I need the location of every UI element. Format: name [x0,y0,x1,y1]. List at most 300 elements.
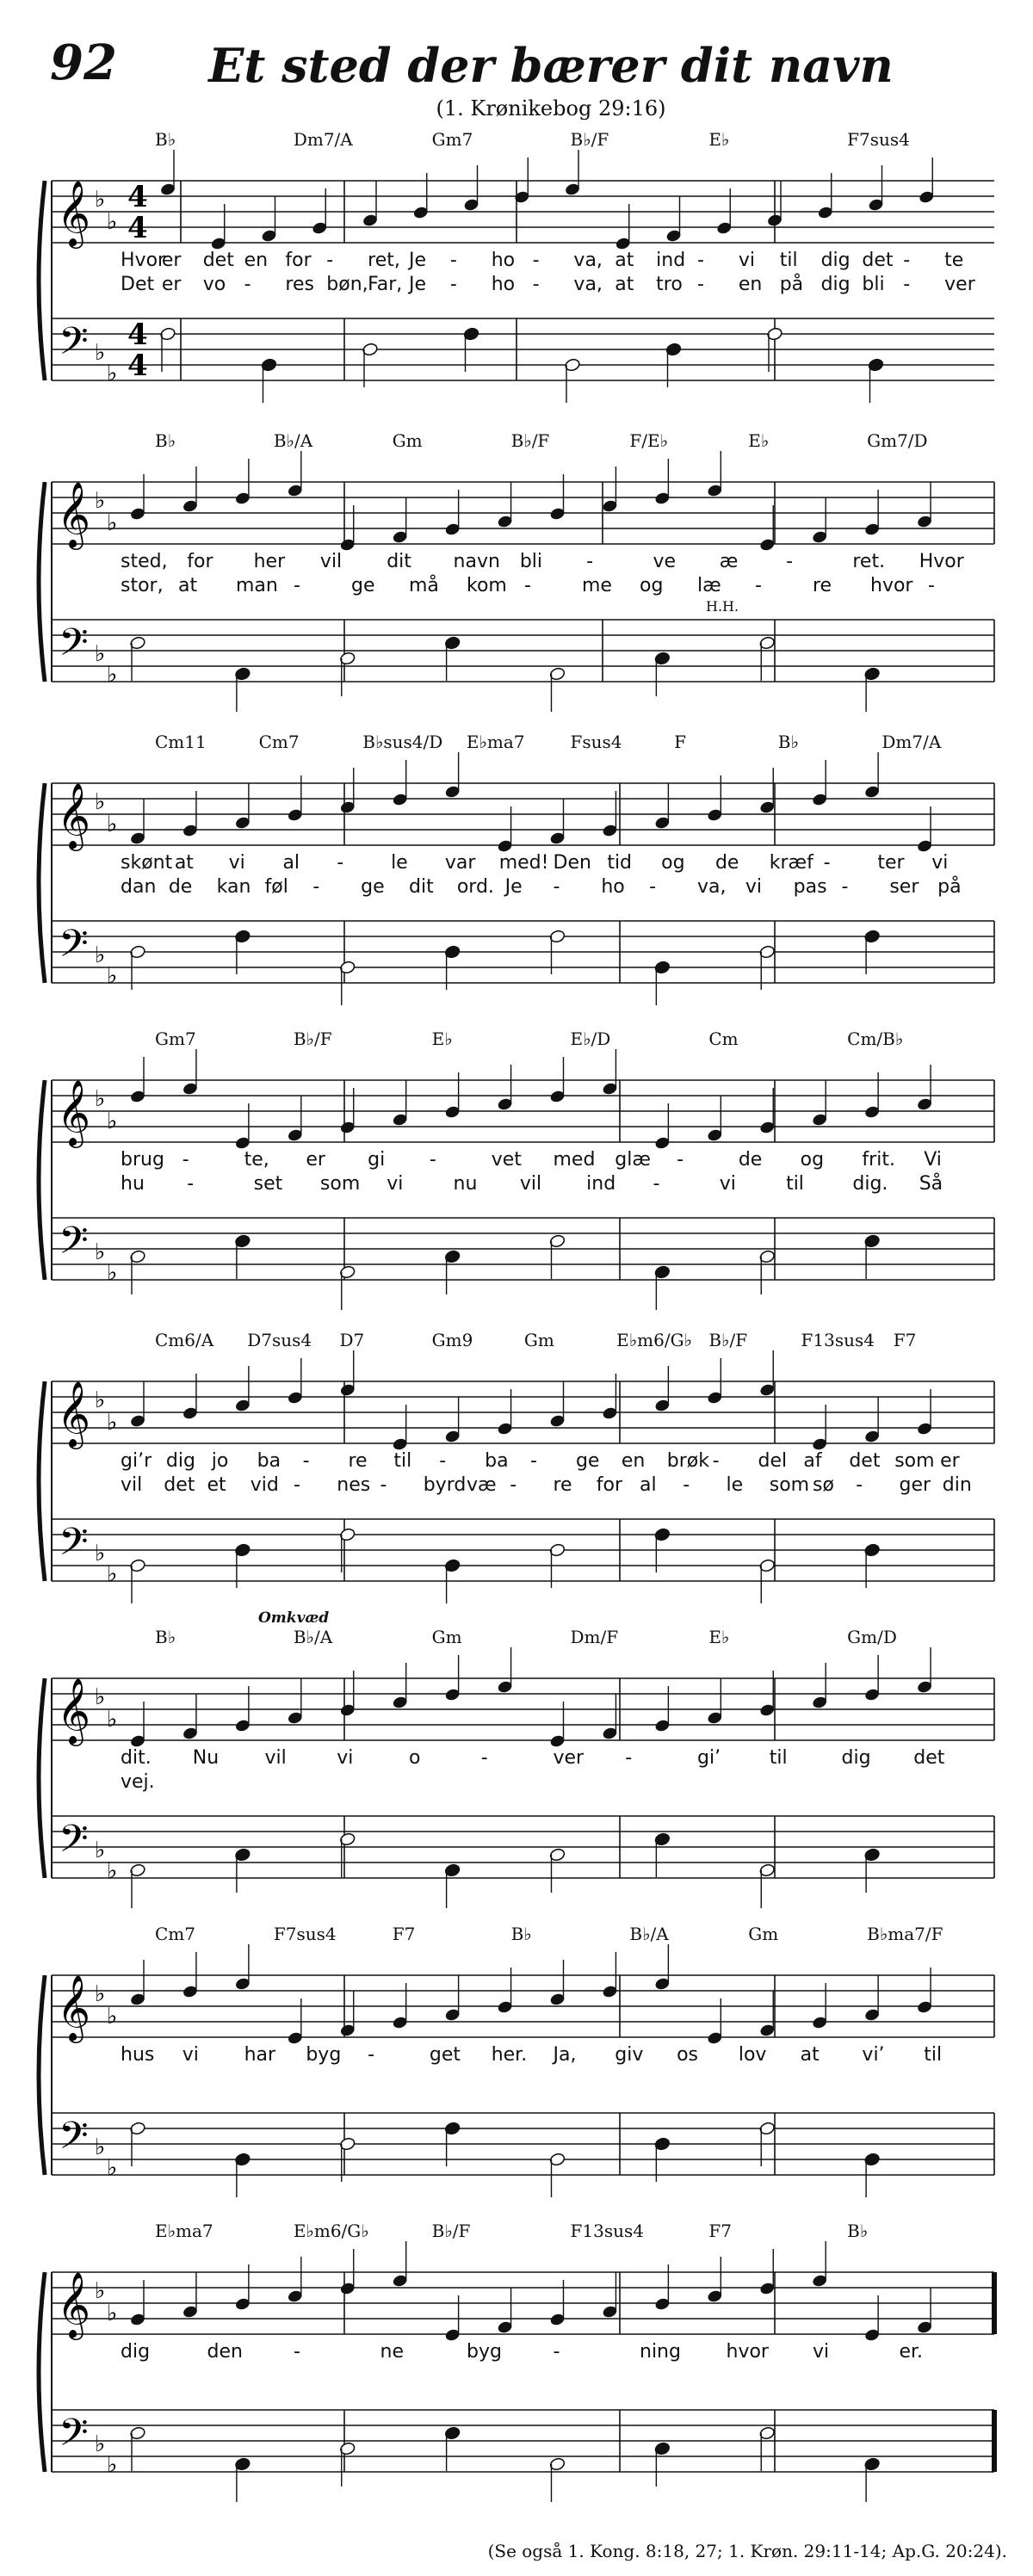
lyric-syllable: os [677,2044,698,2066]
chord-symbol: Gm [523,1330,554,1350]
lyric-syllable: vi [387,1173,404,1195]
verse-2-lyrics [0,876,1033,900]
hymn-number: 92 [50,34,117,91]
chord-symbol: Gm7 [431,129,473,150]
chord-symbol: B♭ [510,1924,532,1944]
verse-1-lyrics [0,1747,1033,1771]
verse-2-lyrics [0,274,1033,298]
chord-symbol: E♭ [708,1627,730,1647]
chord-symbol: Gm [392,430,423,451]
lyric-syllable: gi [368,1149,386,1171]
lyric-syllable: ne [380,2341,404,2363]
lyric-syllable: stor, [121,575,164,596]
lyric-syllable: nu [453,1173,478,1195]
lyric-syllable: med! [498,852,549,874]
lyric-syllable: lov [738,2044,767,2066]
lyric-syllable: al [282,852,300,874]
annotation: H.H. [706,598,739,615]
lyric-syllable: - [524,575,531,596]
lyric-syllable: Je [409,274,427,295]
lyric-syllable: dig [841,1747,871,1769]
svg-text:♭: ♭ [95,1838,106,1863]
lyric-syllable: - [449,274,457,295]
lyric-syllable: ver [944,274,975,295]
lyric-syllable: var [444,852,476,874]
chord-symbol: B♭sus4/D [362,732,443,752]
chord-symbol: Gm7 [155,1029,196,1049]
lyric-syllable: ning [640,2341,681,2363]
lyric-syllable: - [553,2341,560,2363]
chord-symbol: Gm/D [847,1627,897,1647]
chord-symbol: D7sus4 [247,1330,312,1350]
svg-text:♭: ♭ [95,2431,106,2457]
lyric-syllable: - [903,274,911,295]
lyric-syllable: vi [813,2341,830,2363]
chord-symbol: Dm7/A [881,732,942,752]
lyric-syllable: er. [899,2341,924,2363]
lyric-syllable: Je [409,250,427,271]
lyric-syllable: - [586,551,594,572]
chord-symbol: B♭/F [708,1330,748,1350]
lyric-syllable: - [302,1450,310,1472]
lyric-syllable: ho [491,250,516,271]
lyric-syllable: - [326,250,334,271]
lyric-syllable: - [187,1173,195,1195]
verse-1-lyrics [0,852,1033,876]
lyric-syllable: vi [337,1747,354,1769]
svg-text:♭: ♭ [95,942,106,968]
system-7 [0,1915,1033,2208]
svg-text:♭: ♭ [95,488,106,514]
lyric-syllable: - [294,1474,300,1496]
lyric-syllable: den [207,2341,243,2363]
system-4 [0,1020,1033,1313]
svg-text:4: 4 [127,349,148,383]
chord-symbol: B♭ma7/F [867,1924,943,1944]
lyric-syllable: - [823,852,831,874]
system-2 [0,422,1033,714]
lyric-syllable: re [553,1474,572,1496]
chord-symbol: E♭m6/G♭ [293,2221,369,2241]
lyric-syllable: er [940,1450,960,1472]
lyric-syllable: en [621,1450,646,1472]
lyric-syllable: byrd [423,1474,467,1496]
svg-text:𝄞: 𝄞 [57,2271,91,2338]
svg-text:𝄢: 𝄢 [59,2113,89,2167]
lyric-syllable: - [755,575,762,596]
svg-text:𝄞: 𝄞 [57,1079,91,1146]
lyric-syllable: må [409,575,439,596]
lyric-syllable: - [429,1149,436,1171]
svg-text:♭: ♭ [107,2301,118,2326]
lyric-syllable: til [924,2044,943,2066]
lyric-syllable: - [439,1450,447,1472]
svg-text:♭: ♭ [95,187,106,213]
lyric-syllable: - [683,1474,690,1496]
svg-text:𝄞: 𝄞 [57,180,91,246]
lyric-syllable: Nu [192,1747,220,1769]
lyric-syllable: ve [653,551,677,572]
chord-symbol: Dm7/A [293,129,353,150]
lyric-syllable: - [449,250,457,271]
lyric-syllable: vet [491,1149,522,1171]
chord-symbol: B♭/A [293,1627,333,1647]
chord-symbol: F13sus4 [801,1330,875,1350]
svg-text:♭: ♭ [107,2452,118,2478]
lyric-syllable: Den [553,852,591,874]
lyric-syllable: jo [211,1450,229,1472]
lyric-syllable: har [244,2044,276,2066]
svg-text:♭: ♭ [107,963,118,989]
lyric-syllable: tro [656,274,683,295]
lyric-syllable: væ [467,1474,497,1496]
lyric-syllable: er [161,250,182,271]
lyric-syllable: re [813,575,832,596]
lyric-syllable: vi [931,852,949,874]
chord-symbol: D7 [339,1330,365,1350]
lyric-syllable: dit. [121,1747,152,1769]
lyric-syllable: Vi [924,1149,942,1171]
lyric-syllable: ba [257,1450,281,1472]
lyric-syllable: et [207,1474,226,1496]
lyric-syllable: o [409,1747,421,1769]
lyric-syllable: med [553,1149,596,1171]
svg-text:𝄢: 𝄢 [59,1519,89,1573]
verse-1-lyrics [0,2044,1033,2068]
lyric-syllable: brug [121,1149,164,1171]
chord-symbol: F7sus4 [273,1924,337,1944]
lyric-syllable: føl [264,876,288,898]
lyric-syllable: dig [121,2341,151,2363]
lyric-syllable: al [640,1474,657,1496]
lyric-syllable: af [803,1450,822,1472]
lyric-syllable: for [285,250,312,271]
lyric-syllable: på [937,876,962,898]
lyric-syllable: dan [121,876,157,898]
lyric-syllable: Hvor [121,250,166,271]
lyric-syllable: - [312,876,320,898]
lyric-syllable: - [244,274,251,295]
svg-text:♭: ♭ [95,1239,106,1265]
lyric-syllable: - [480,1747,488,1769]
lyric-syllable: ret. [852,551,886,572]
svg-text:𝄢: 𝄢 [59,2410,89,2464]
lyric-syllable: er [161,274,182,295]
lyric-syllable: ret, [368,250,400,271]
lyric-syllable: vi [228,852,245,874]
footnote: (Se også 1. Kong. 8:18, 27; 1. Krøn. 29:11-14; Ap.G. 20:24). [487,2541,1007,2561]
verse-1-lyrics [0,1450,1033,1474]
lyric-syllable: til [779,250,798,271]
lyric-syllable: te [944,250,964,271]
svg-text:♭: ♭ [95,1086,106,1112]
chord-symbol: E♭ [708,129,730,150]
lyric-syllable: ind [656,250,686,271]
scripture-reference: (1. Krønikebog 29:16) [436,96,666,120]
lyric-syllable: kom [467,575,507,596]
lyric-syllable: at [615,250,634,271]
lyric-syllable: va, [697,876,727,898]
svg-text:𝄢: 𝄢 [59,1218,89,1272]
svg-text:𝄢: 𝄢 [59,1816,89,1870]
chord-symbol: B♭ [777,732,799,752]
lyric-syllable: Hvor [919,551,964,572]
lyric-syllable: at [800,2044,820,2066]
svg-text:♭: ♭ [107,361,118,386]
chord-symbol: B♭ [155,129,176,150]
lyric-syllable: Ja, [553,2044,577,2066]
lyric-syllable: byg [467,2341,502,2363]
lyric-syllable: frit. [862,1149,895,1171]
lyric-syllable: bli [519,551,543,572]
lyric-syllable: en [738,274,763,295]
chord-symbol: B♭/F [431,2221,471,2241]
lyric-syllable: vil [121,1474,143,1496]
lyric-syllable: set [253,1173,283,1195]
lyric-syllable: - [510,1474,517,1496]
lyric-syllable: ho [491,274,516,295]
lyric-syllable: - [294,2341,300,2363]
lyric-syllable: kræf [769,852,813,874]
lyric-syllable: for [596,1474,622,1496]
svg-text:♭: ♭ [95,1387,106,1413]
lyric-syllable: din [942,1474,972,1496]
lyric-syllable: le [391,852,408,874]
verse-2-lyrics [0,1771,1033,1795]
lyric-syllable: Så [919,1173,943,1195]
lyric-syllable: bli [862,274,885,295]
lyric-syllable: nes [337,1474,371,1496]
lyric-syllable: ver [553,1747,585,1769]
chord-symbol: E♭ [431,1029,453,1049]
lyric-syllable: vej. [121,1771,155,1793]
lyric-syllable: hvor [726,2341,769,2363]
lyric-syllable: - [380,1474,387,1496]
svg-text:♭: ♭ [107,1410,118,1436]
lyric-syllable: hu [121,1173,145,1195]
lyric-syllable: vil [519,1173,542,1195]
chord-symbol: E♭m6/G♭ [616,1330,692,1350]
lyric-syllable: det [164,1474,195,1496]
verse-1-lyrics [0,1149,1033,1173]
lyric-syllable: skønt [121,852,173,874]
chord-symbol: F13sus4 [570,2221,644,2241]
chord-symbol: F7 [392,1924,416,1944]
system-3 [0,723,1033,1016]
lyric-syllable: - [697,274,704,295]
lyric-syllable: - [841,876,849,898]
lyric-syllable: te, [244,1149,269,1171]
lyric-syllable: det [913,1747,945,1769]
lyric-syllable: hus [121,2044,155,2066]
lyric-syllable: ge [575,1450,600,1472]
svg-text:♭: ♭ [107,209,118,235]
lyric-syllable: for [187,551,213,572]
lyric-syllable: det [202,250,234,271]
lyric-syllable: - [786,551,794,572]
lyric-syllable: re [348,1450,368,1472]
svg-text:♭: ♭ [95,2278,106,2304]
lyric-syllable: vil [319,551,343,572]
svg-text:♭: ♭ [107,1858,118,1884]
svg-text:♭: ♭ [107,1561,118,1587]
chord-symbol: F7 [893,1330,917,1350]
lyric-syllable: - [677,1149,684,1171]
chord-symbol: E♭ma7 [155,2221,213,2241]
svg-text:𝄞: 𝄞 [57,1974,91,2041]
svg-text:𝄞: 𝄞 [57,481,91,547]
svg-text:♭: ♭ [107,510,118,536]
lyric-syllable: ger [899,1474,931,1496]
lyric-syllable: vi [182,2044,199,2066]
lyric-syllable: giv [615,2044,644,2066]
chord-symbol: Cm6/A [155,1330,214,1350]
lyric-syllable: på [779,274,804,295]
lyric-syllable: dit [409,876,434,898]
lyric-syllable: ind [586,1173,616,1195]
svg-text:♭: ♭ [95,641,106,667]
lyric-syllable: sø [813,1474,834,1496]
lyric-syllable: - [532,250,540,271]
chord-symbol: B♭ [155,1627,176,1647]
lyric-syllable: til [786,1173,804,1195]
lyric-syllable: va, [573,250,603,271]
svg-text:𝄞: 𝄞 [57,1381,91,1447]
lyric-syllable: at [178,575,198,596]
lyric-syllable: - [368,2044,375,2066]
lyric-syllable: vi [719,1173,736,1195]
section-label: Omkvæd [258,1609,330,1627]
lyric-syllable: - [294,575,300,596]
lyric-syllable: - [903,250,911,271]
lyric-syllable: til [393,1450,412,1472]
lyric-syllable: sted, [121,551,168,572]
lyric-syllable: navn [453,551,500,572]
lyric-syllable: kan [216,876,251,898]
lyric-syllable: til [769,1747,788,1769]
lyric-syllable: vi’ [862,2044,885,2066]
lyric-syllable: som [894,1450,935,1472]
svg-text:𝄢: 𝄢 [59,921,89,975]
svg-text:𝄢: 𝄢 [59,620,89,674]
svg-text:4: 4 [127,211,148,245]
lyric-syllable: Det [121,274,155,295]
lyric-syllable: at [615,274,634,295]
chord-symbol: E♭/D [570,1029,611,1049]
chord-symbol: B♭/F [570,129,609,150]
chord-symbol: Gm7/D [867,430,928,451]
lyric-syllable: læ [697,575,721,596]
lyric-syllable: get [429,2044,461,2066]
svg-text:♭: ♭ [107,812,118,837]
chord-symbol: E♭ma7 [466,732,525,752]
verse-2-lyrics [0,1474,1033,1498]
svg-text:𝄢: 𝄢 [59,318,89,373]
chord-symbol: Dm/F [570,1627,619,1647]
lyric-syllable: - [337,852,344,874]
chord-symbol: F7sus4 [847,129,910,150]
lyric-syllable: gi’r [121,1450,152,1472]
lyric-syllable: res [285,274,314,295]
lyric-syllable: dit [387,551,411,572]
chord-symbol: B♭/F [293,1029,332,1049]
svg-text:♭: ♭ [95,789,106,815]
lyric-syllable: er [306,1149,325,1171]
lyric-syllable: - [532,274,540,295]
lyric-syllable: Je [504,876,523,898]
svg-text:♭: ♭ [95,340,106,366]
chord-symbol: B♭/A [273,430,313,451]
lyric-syllable: glæ [615,1149,651,1171]
lyric-syllable: bøn, [326,274,368,295]
lyric-syllable: vi [745,876,762,898]
lyric-syllable: man [236,575,278,596]
lyric-syllable: me [582,575,612,596]
chord-symbol: Cm [708,1029,739,1049]
lyric-syllable: - [553,876,560,898]
lyric-syllable: det [862,250,894,271]
lyric-syllable: - [928,575,935,596]
chord-symbol: Cm11 [155,732,207,752]
svg-text:♭: ♭ [95,2134,106,2160]
lyric-syllable: her [253,551,286,572]
lyric-syllable: del [758,1450,788,1472]
lyric-syllable: de [738,1149,763,1171]
lyric-syllable: va, [573,274,603,295]
lyric-syllable: - [856,1474,863,1496]
lyric-syllable: ter [877,852,905,874]
lyric-syllable: vil [264,1747,287,1769]
chord-symbol: Cm7 [258,732,300,752]
lyric-syllable: brøk [666,1450,709,1472]
svg-text:4: 4 [127,180,148,214]
system-6 [0,1609,1033,1911]
lyric-syllable: ba [485,1450,509,1472]
lyric-syllable: æ [719,551,739,572]
verse-2-lyrics [0,575,1033,599]
svg-text:♭: ♭ [107,1109,118,1134]
svg-text:♭: ♭ [107,2155,118,2181]
chord-symbol: Fsus4 [570,732,622,752]
svg-text:♭: ♭ [95,1541,106,1566]
lyric-syllable: det [849,1450,881,1472]
lyric-syllable: og [640,575,664,596]
chord-symbol: F7 [708,2221,732,2241]
chord-symbol: Gm9 [431,1330,473,1350]
lyric-syllable: dig [165,1450,195,1472]
lyric-syllable: dig [820,250,851,271]
chord-symbol: B♭/F [510,430,550,451]
lyric-syllable: - [530,1450,537,1472]
chord-symbol: B♭ [155,430,176,451]
verse-1-lyrics [0,2341,1033,2365]
lyric-syllable: ord. [456,876,494,898]
lyric-syllable: som [319,1173,361,1195]
lyric-syllable: en [244,250,269,271]
system-5 [0,1321,1033,1614]
verse-1-lyrics [0,551,1033,575]
hymn-title: Et sted der bærer dit navn [208,38,894,93]
chord-symbol: Cm/B♭ [847,1029,904,1049]
lyric-syllable: - [649,876,657,898]
lyric-syllable: - [653,1173,660,1195]
system-8 [0,2212,1033,2505]
svg-text:♭: ♭ [107,2004,118,2029]
chord-symbol: Gm [431,1627,462,1647]
lyric-syllable: Far, [368,274,403,295]
chord-symbol: Gm [748,1924,779,1944]
lyric-syllable: tid [607,852,633,874]
